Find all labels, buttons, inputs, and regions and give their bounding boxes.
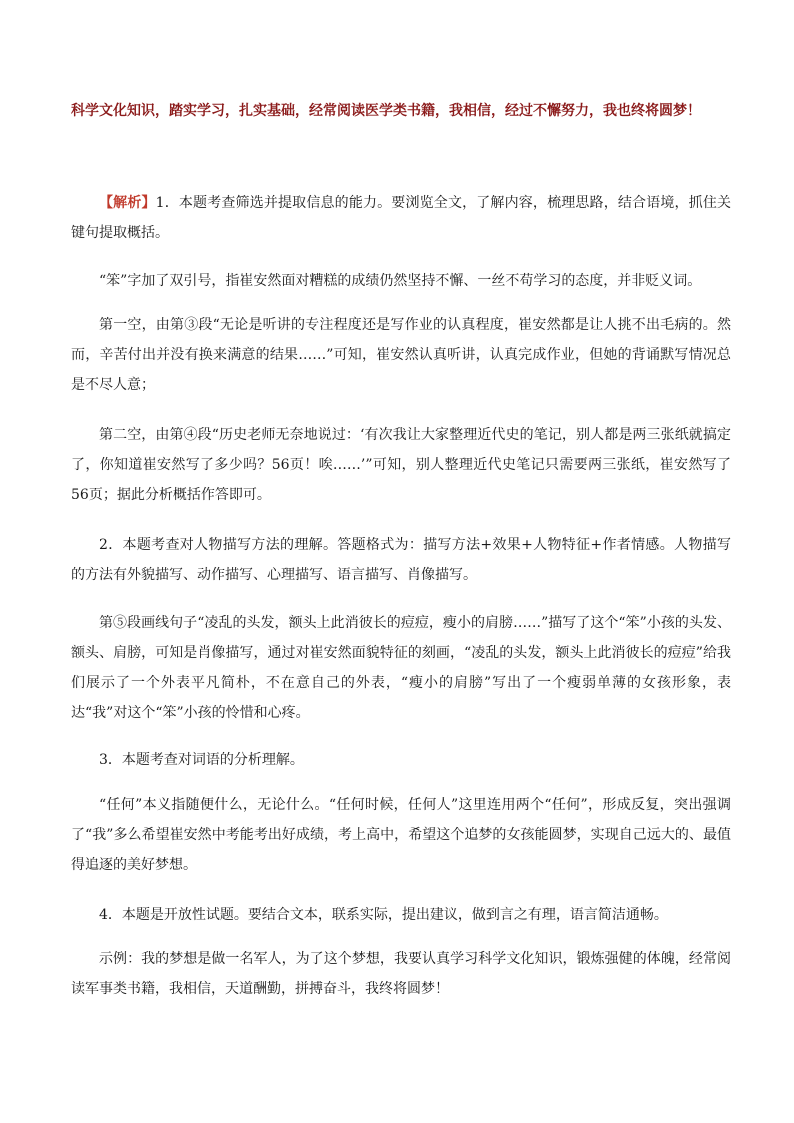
analysis-q3-intro: 3．本题考查对词语的分析理解。: [99, 752, 304, 768]
analysis-q2-paragraph-1: 第⑤段画线句子“凌乱的头发，额头上此消彼长的痘痘，瘦小的肩膀……”描写了这个“笨”小孩的头发、额头、肩膀，可知是肖像描写，通过对崔安然面貌特征的刻画，“凌乱的头发，额头上此消彼长的痘痘”给我们展示了一个外表平凡简朴，不在意自己的外表，“瘦小的肩膀”写出了一个瘦弱单薄的女孩形象，表达“我”对这个“笨”小孩的怜惜和心疼。: [71, 615, 731, 721]
analysis-q1-paragraph-3: 第二空，由第④段“历史老师无奈地说过：‘有次我让大家整理近代史的笔记，别人都是两三张纸就搞定了，你知道崔安然写了多少吗？56页！唉……’”可知，别人整理近代史笔记只需要两三张纸，崔安然写了56页；据此分析概括作答即可。: [71, 427, 731, 503]
analysis-q2-intro: 2．本题考查对人物描写方法的理解。答题格式为：描写方法+效果+人物特征+作者情感。人物描写的方法有外貌描写、动作描写、心理描写、语言描写、肖像描写。: [71, 537, 731, 583]
lead-paragraph: 科学文化知识，踏实学习，扎实基础，经常阅读医学类书籍，我相信，经过不懈努力，我也终将圆梦！: [71, 103, 701, 119]
analysis-tag: 【解析】: [99, 195, 156, 211]
analysis-q4-intro: 4．本题是开放性试题。要结合文本，联系实际，提出建议，做到言之有理，语言简洁通畅。: [99, 907, 668, 923]
analysis-q4-example: 示例：我的梦想是做一名军人，为了这个梦想，我要认真学习科学文化知识，锻炼强健的体魄，经常阅读军事类书籍，我相信，天道酬勤，拼搏奋斗，我终将圆梦！: [71, 951, 731, 997]
analysis-q1-paragraph-2: 第一空，由第③段“无论是听讲的专注程度还是写作业的认真程度，崔安然都是让人挑不出毛病的。然而，辛苦付出并没有换来满意的结果……”可知，崔安然认真听讲，认真完成作业，但她的背诵默写情况总是不尽人意；: [71, 317, 731, 393]
analysis-q1-intro-text: 1．本题考查筛选并提取信息的能力。要浏览全文，了解内容，梳理思路，结合语境，抓住关键句提取概括。: [71, 195, 732, 241]
analysis-q1-paragraph-1: “笨”字加了双引号，指崔安然面对糟糕的成绩仍然坚持不懈、一丝不苟学习的态度，并非贬义词。: [99, 273, 702, 289]
analysis-q1-intro: [71, 188, 731, 248]
analysis-q3-paragraph-1: “任何”本义指随便什么，无论什么。“任何时候，任何人”这里连用两个“任何”，形成反复，突出强调了“我”多么希望崔安然中考能考出好成绩，考上高中，希望这个追梦的女孩能圆梦，实现自己远大的、最值得追逐的美好梦想。: [71, 797, 731, 873]
